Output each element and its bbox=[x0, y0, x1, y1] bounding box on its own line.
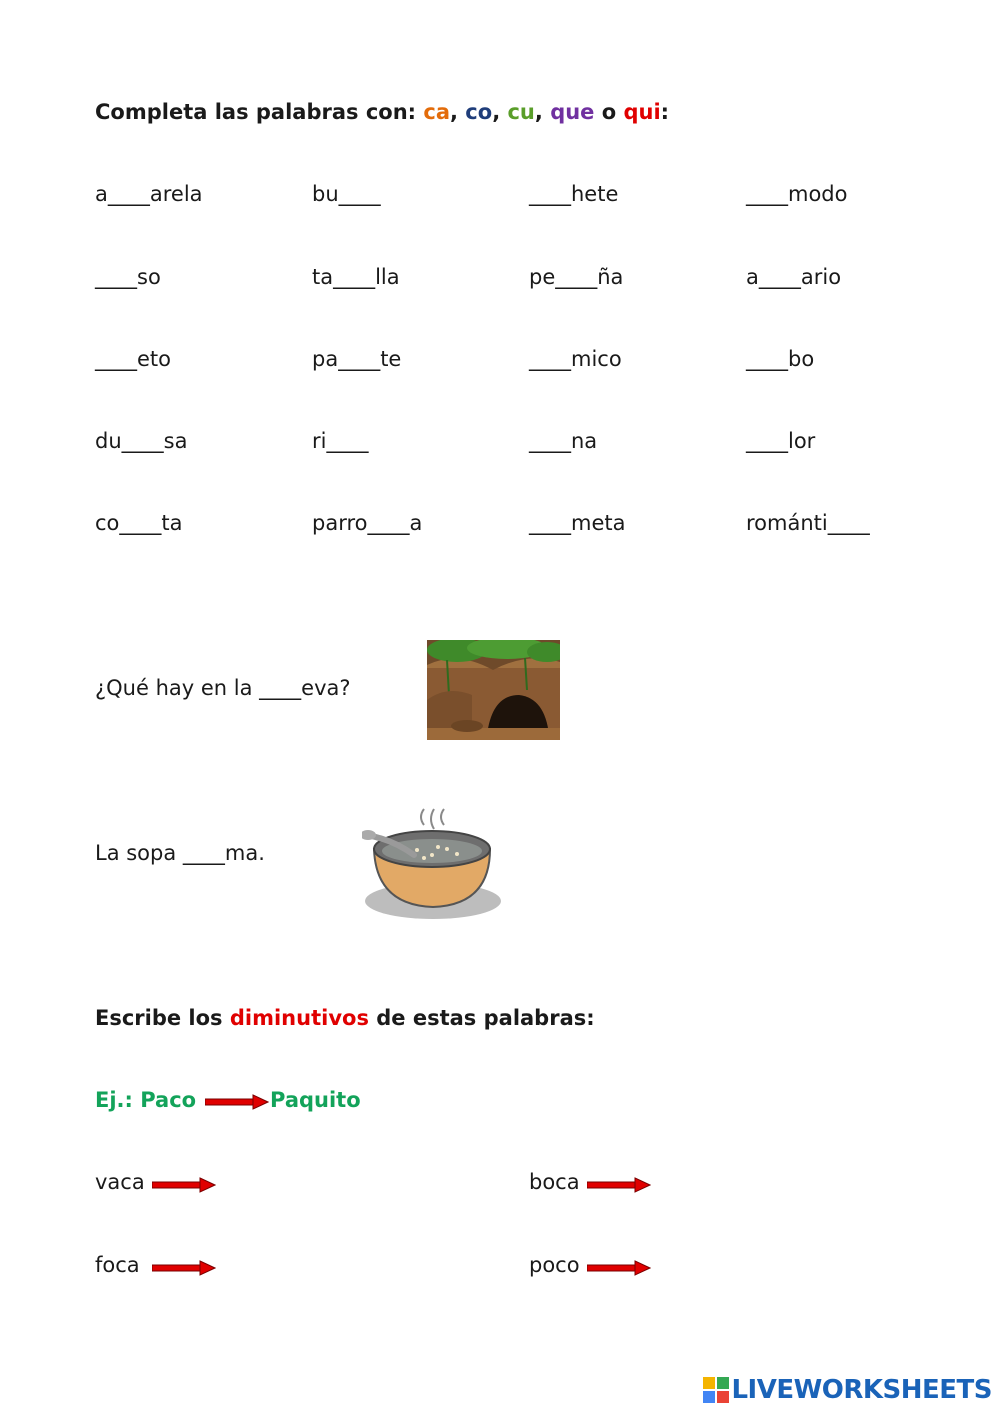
syllable-co: co bbox=[465, 100, 493, 124]
syllable-que: que bbox=[550, 100, 595, 124]
title3-c: de estas palabras: bbox=[376, 1006, 595, 1030]
word-blank[interactable]: parro____a bbox=[312, 511, 423, 535]
sep-3: , bbox=[534, 100, 543, 124]
syllable-qui: qui bbox=[623, 100, 661, 124]
word-blank[interactable]: pa____te bbox=[312, 347, 402, 371]
example-prefix: Ej.: Paco bbox=[95, 1088, 197, 1112]
conj-o: o bbox=[601, 100, 617, 124]
soup-question[interactable]: La sopa ____ma. bbox=[95, 841, 265, 865]
word-blank[interactable]: ____so bbox=[95, 265, 161, 289]
syllable-cu: cu bbox=[507, 100, 535, 124]
soup-bowl-image bbox=[362, 805, 504, 923]
title-colon: : bbox=[660, 100, 670, 124]
arrow-icon bbox=[587, 1177, 651, 1193]
word-blank[interactable]: pe____ña bbox=[529, 265, 624, 289]
word-blank[interactable]: ____na bbox=[529, 429, 598, 453]
section1-title bbox=[95, 100, 669, 124]
diminutive-item-foca: foca bbox=[95, 1253, 140, 1277]
word-blank[interactable]: ____eto bbox=[95, 347, 172, 371]
word-blank[interactable]: a____arela bbox=[95, 182, 203, 206]
example-answer: Paquito bbox=[270, 1088, 361, 1112]
word-blank[interactable]: ri____ bbox=[312, 429, 369, 453]
word-blank[interactable]: ____meta bbox=[529, 511, 626, 535]
word-blank[interactable]: bu____ bbox=[312, 182, 381, 206]
word-blank[interactable]: ____modo bbox=[746, 182, 848, 206]
word-blank[interactable]: ____bo bbox=[746, 347, 815, 371]
arrow-icon bbox=[587, 1260, 651, 1276]
word-blank[interactable]: ta____lla bbox=[312, 265, 400, 289]
word-blank[interactable]: du____sa bbox=[95, 429, 188, 453]
arrow-icon bbox=[152, 1177, 216, 1193]
arrow-icon bbox=[152, 1260, 216, 1276]
word-blank[interactable]: co____ta bbox=[95, 511, 183, 535]
sep-1: , bbox=[450, 100, 458, 124]
title3-diminutivos: diminutivos bbox=[229, 1006, 369, 1030]
word-blank[interactable]: ____lor bbox=[746, 429, 816, 453]
section3-title bbox=[95, 1006, 595, 1030]
diminutive-item-boca: boca bbox=[529, 1170, 580, 1194]
logo-blocks-icon bbox=[703, 1377, 729, 1403]
example-arrow-icon bbox=[205, 1094, 269, 1110]
logo-text: LIVEWORKSHEETS bbox=[731, 1375, 992, 1405]
word-blank[interactable]: a____ario bbox=[746, 265, 842, 289]
cave-image bbox=[427, 640, 560, 740]
word-blank[interactable]: ____hete bbox=[529, 182, 619, 206]
syllable-ca: ca bbox=[423, 100, 450, 124]
word-blank[interactable]: románti____ bbox=[746, 511, 870, 535]
diminutive-item-vaca: vaca bbox=[95, 1170, 145, 1194]
liveworksheets-logo bbox=[703, 1375, 992, 1405]
cave-question[interactable]: ¿Qué hay en la ____eva? bbox=[95, 676, 351, 700]
sep-2: , bbox=[492, 100, 501, 124]
title-prefix: Completa las palabras con: bbox=[95, 100, 417, 124]
diminutive-item-poco: poco bbox=[529, 1253, 580, 1277]
word-blank[interactable]: ____mico bbox=[529, 347, 622, 371]
title3-a: Escribe los bbox=[95, 1006, 223, 1030]
